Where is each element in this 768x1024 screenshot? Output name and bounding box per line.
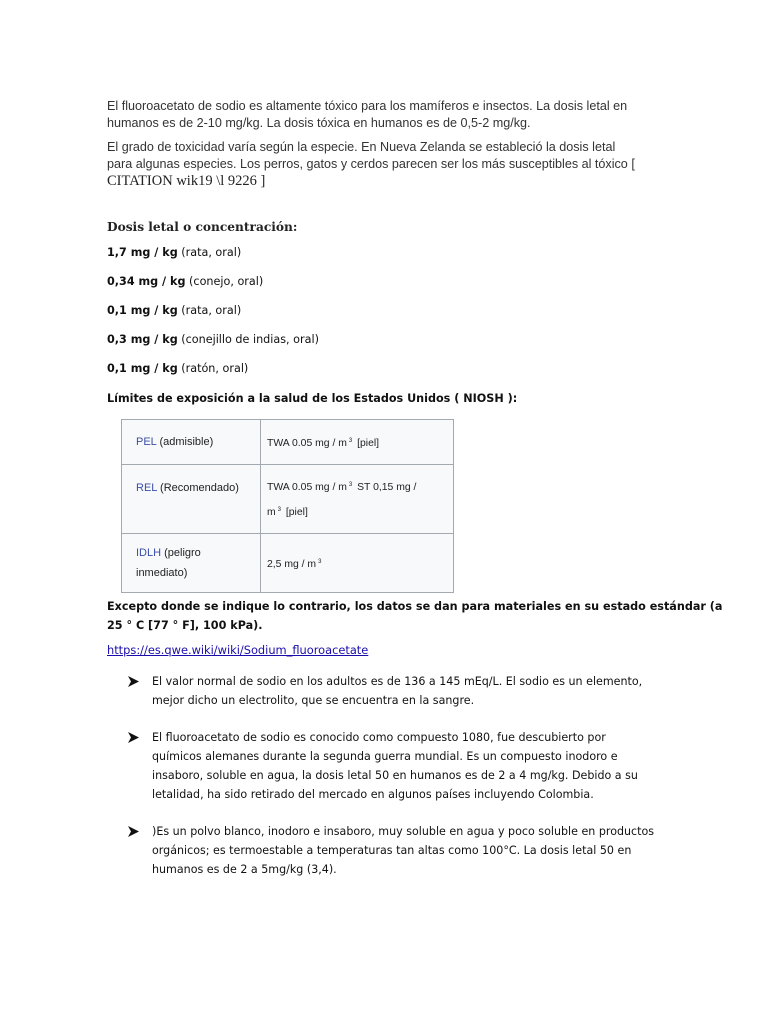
- lethal-dose-heading: Dosis letal o concentración:: [107, 220, 298, 234]
- dose-detail: (ratón, oral): [177, 362, 249, 375]
- limit-desc: (Recomendado): [157, 482, 239, 494]
- limit-value-cell: [261, 534, 454, 593]
- limit-value-note: [piel]: [283, 507, 308, 518]
- text-line: El fluoroacetato de sodio es conocido como compuesto 1080, fue descubierto por: [152, 731, 606, 744]
- limit-desc: (admisible): [156, 436, 214, 448]
- text-line: 25 ° C [77 ° F], 100 kPa).: [107, 619, 263, 632]
- dose-detail: (rata, oral): [177, 246, 242, 259]
- limit-value: 2,5 mg / m: [267, 558, 317, 570]
- dose-detail: (conejo, oral): [185, 275, 264, 288]
- bullet-text: [152, 728, 638, 804]
- bullet-text: [152, 672, 642, 710]
- text-line: químicos alemanes durante la segunda guerra mundial. Es un compuesto inodoro e: [152, 750, 618, 763]
- text-line: humanos es de 2-10 mg/kg. La dosis tóxica en humanos es de 0,5-2 mg/kg.: [107, 116, 531, 130]
- lethal-dose-item: [107, 275, 263, 288]
- limit-desc: (peligro: [161, 547, 201, 559]
- dose-value: 0,1 mg / kg: [107, 304, 178, 317]
- text-line: humanos es de 2 a 5mg/kg (3,4).: [152, 863, 337, 876]
- text-line: insaboro, soluble en agua, la dosis letal 50 en humanos es de 2 a 4 mg/kg. Debido a su: [152, 769, 638, 782]
- superscript: 3: [348, 482, 353, 488]
- text-line: El grado de toxicidad varía según la especie. En Nueva Zelanda se estableció la dosis letal: [107, 140, 616, 154]
- lethal-dose-item: [107, 304, 241, 317]
- limit-value: m: [267, 507, 276, 518]
- limit-value-note: ST 0,15 mg /: [354, 482, 417, 493]
- dose-detail: (conejillo de indias, oral): [177, 333, 319, 346]
- superscript: 3: [277, 507, 281, 513]
- limit-desc: inmediato): [136, 567, 188, 579]
- text-line: letalidad, ha sido retirado del mercado en algunos países incluyendo Colombia.: [152, 788, 594, 801]
- limit-value: TWA 0.05 mg / m: [267, 437, 347, 449]
- dose-value: 0,1 mg / kg: [107, 362, 178, 375]
- source-link[interactable]: https://es.qwe.wiki/wiki/Sodium_fluoroacetate: [107, 643, 369, 657]
- citation-field: CITATION wik19 \l 9226 ]: [107, 173, 266, 189]
- lethal-dose-item: [107, 362, 248, 375]
- text-line: para algunas especies. Los perros, gatos y cerdos parecen ser los más susceptibles al tóxico [: [107, 157, 635, 171]
- table-row: [122, 465, 454, 534]
- limit-term-link[interactable]: PEL: [136, 436, 157, 448]
- text-line: El valor normal de sodio en los adultos es de 136 a 145 mEq/L. El sodio es un elemento,: [152, 675, 643, 688]
- limit-term-link[interactable]: IDLH: [136, 547, 162, 559]
- limit-term-link[interactable]: REL: [136, 482, 157, 494]
- limit-value-cell: [261, 420, 454, 465]
- table-row: [122, 420, 454, 465]
- dose-value: 0,34 mg / kg: [107, 275, 186, 288]
- table-row: [122, 534, 454, 593]
- intro-paragraph-2: [107, 139, 667, 190]
- text-line: El fluoroacetato de sodio es altamente tóxico para los mamíferos e insectos. La dosis letal en: [107, 99, 628, 113]
- bullet-text: [152, 822, 654, 879]
- limit-label-cell: [122, 534, 261, 593]
- limit-value-note: [piel]: [354, 437, 380, 449]
- lethal-dose-item: [107, 333, 319, 346]
- limit-value: TWA 0.05 mg / m: [267, 482, 347, 493]
- superscript: 3: [348, 437, 353, 444]
- lethal-dose-item: [107, 246, 241, 259]
- text-line: Excepto donde se indique lo contrario, los datos se dan para materiales en su estado estándar (a: [107, 600, 723, 613]
- superscript: 3: [318, 558, 322, 565]
- intro-paragraph-1: [107, 98, 667, 132]
- arrow-bullet-icon: [128, 672, 142, 691]
- limit-label-cell: [122, 465, 261, 534]
- niosh-limits-table: [121, 419, 454, 593]
- arrow-bullet-icon: [128, 822, 142, 841]
- limit-label-cell: [122, 420, 261, 465]
- arrow-bullet-icon: [128, 728, 142, 747]
- standard-conditions-note: [107, 597, 722, 635]
- dose-value: 1,7 mg / kg: [107, 246, 178, 259]
- dose-detail: (rata, oral): [177, 304, 242, 317]
- text-line: mejor dicho un electrolito, que se encuentra en la sangre.: [152, 694, 475, 707]
- text-line: orgánicos; es termoestable a temperaturas tan altas como 100°C. La dosis letal 50 en: [152, 844, 632, 857]
- dose-value: 0,3 mg / kg: [107, 333, 178, 346]
- niosh-heading: Límites de exposición a la salud de los Estados Unidos ( NIOSH ):: [107, 392, 518, 405]
- text-line: )Es un polvo blanco, inodoro e insaboro, muy soluble en agua y poco soluble en productos: [152, 825, 655, 838]
- limit-value-cell: [261, 465, 454, 534]
